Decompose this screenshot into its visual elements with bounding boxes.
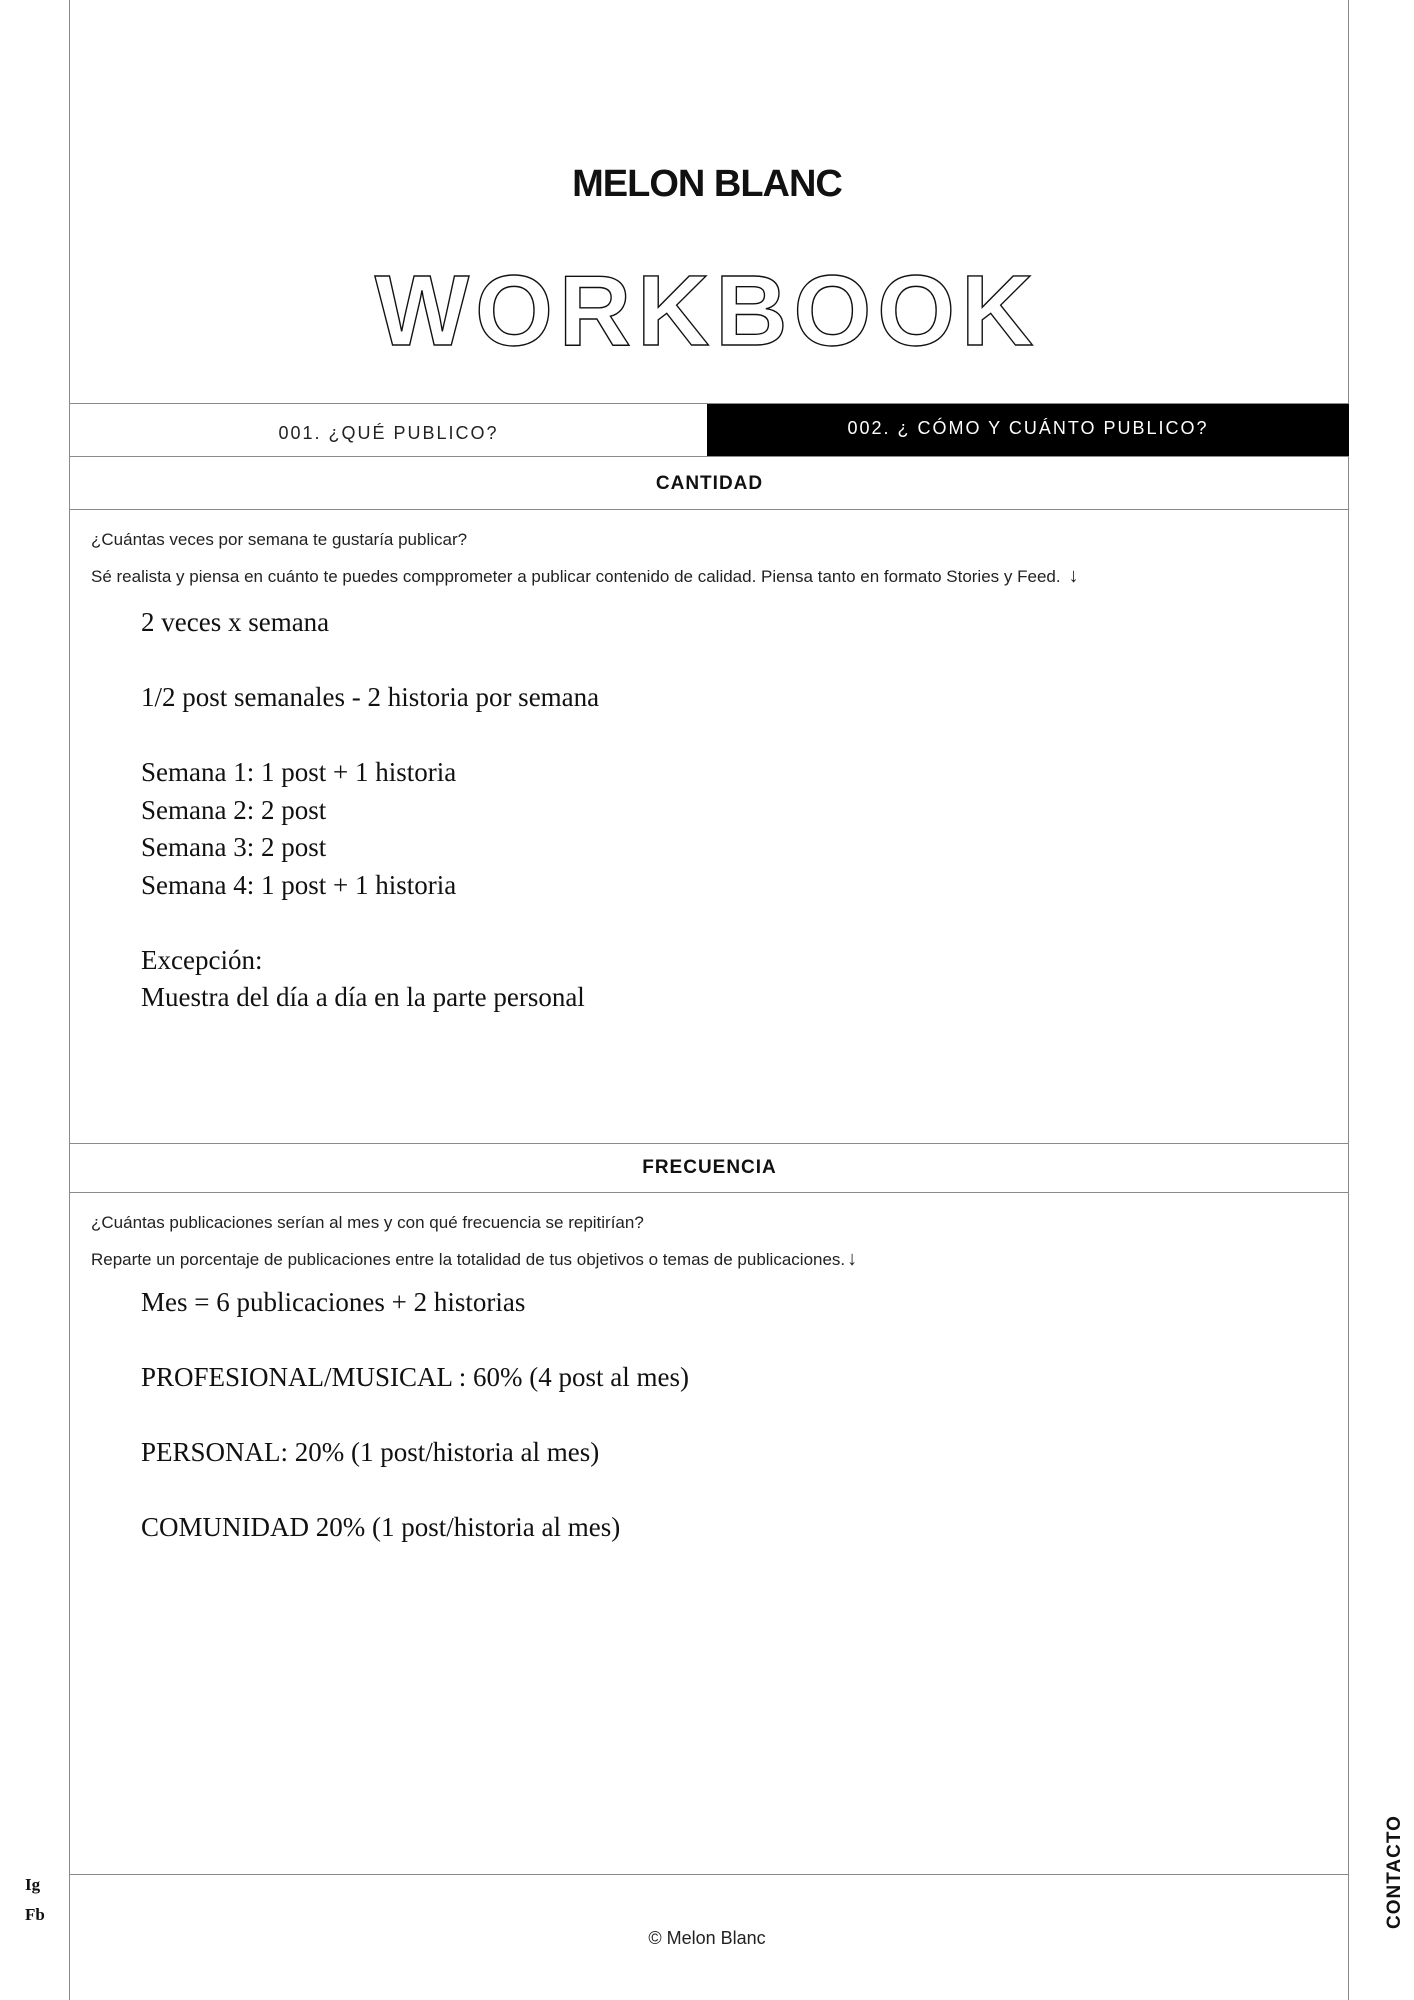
brand-logo: MELON BLANC (572, 163, 842, 205)
answer-line: Semana 3: 2 post (141, 832, 327, 862)
facebook-link[interactable]: Fb (25, 1905, 45, 1924)
frecuencia-question: ¿Cuántas publicaciones serían al mes y con qué frecuencia se repitirían? (91, 1213, 644, 1232)
tab-como-y-cuanto-publico[interactable]: 002. ¿ CÓMO Y CUÁNTO PUBLICO? (707, 404, 1349, 456)
cantidad-answer[interactable] (141, 604, 599, 1017)
contact-link[interactable]: CONTACTO (1384, 1815, 1405, 1929)
arrow-down-icon: ↓ (847, 1248, 858, 1270)
arrow-down-icon: ↓ (1068, 565, 1079, 587)
answer-line: Mes = 6 publicaciones + 2 historias (141, 1287, 526, 1317)
divider (69, 1874, 1349, 1875)
divider (69, 509, 1349, 510)
tab-que-publico[interactable]: 001. ¿QUÉ PUBLICO? (70, 404, 707, 456)
answer-line: Semana 1: 1 post + 1 historia (141, 757, 457, 787)
frecuencia-hint-text: Reparte un porcentaje de publicaciones entre la totalidad de tus objetivos o temas de publicaciones. (91, 1250, 846, 1269)
answer-line: Muestra del día a día en la parte personal (141, 982, 585, 1012)
divider (69, 456, 1349, 457)
cantidad-hint-text: Sé realista y piensa en cuánto te puedes compprometer a publicar contenido de calidad. Piensa tanto en formato Stories y Feed. (91, 567, 1061, 586)
section-heading-frecuencia: FRECUENCIA (642, 1157, 777, 1178)
workbook-title-text: WORKBOOK (374, 255, 1040, 365)
answer-line: PERSONAL: 20% (1 post/historia al mes) (141, 1437, 600, 1467)
answer-line: Semana 2: 2 post (141, 794, 327, 825)
frecuencia-hint (91, 1248, 857, 1271)
instagram-link[interactable]: Ig (25, 1875, 41, 1894)
frecuencia-answer[interactable] (141, 1284, 689, 1547)
section-heading-cantidad: CANTIDAD (655, 473, 764, 494)
answer-line: 2 veces x semana (141, 607, 330, 637)
cantidad-hint (91, 565, 1079, 588)
answer-line: COMUNIDAD 20% (1 post/historia al mes) (141, 1512, 621, 1542)
workbook-title (0, 255, 1414, 365)
cantidad-question: ¿Cuántas veces por semana te gustaría publicar? (91, 530, 468, 549)
answer-line: Semana 4: 1 post + 1 historia (141, 869, 457, 900)
answer-line: PROFESIONAL/MUSICAL : 60% (4 post al mes) (141, 1362, 690, 1392)
answer-line: 1/2 post semanales - 2 historia por semana (141, 682, 600, 712)
answer-line: Excepción: (141, 944, 263, 975)
footer-copyright: © Melon Blanc (648, 1928, 766, 1948)
